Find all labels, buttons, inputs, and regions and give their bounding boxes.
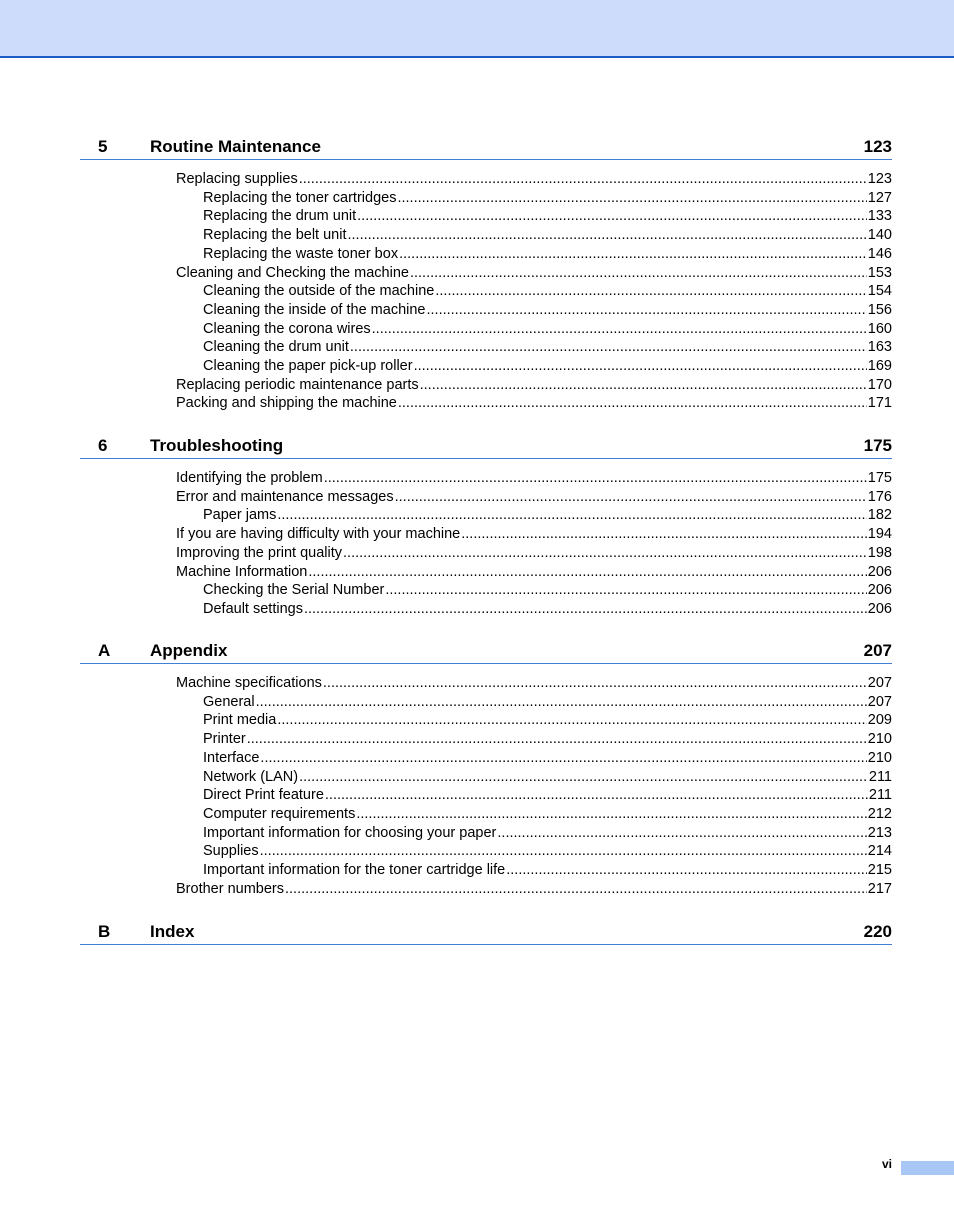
chapter-page: 175 — [863, 436, 892, 455]
chapter-number: 6 — [98, 436, 108, 455]
dot-leader — [247, 730, 867, 749]
entry-label: Packing and shipping the machine — [176, 395, 397, 412]
dot-leader — [356, 805, 866, 824]
dot-leader — [277, 506, 866, 525]
entry-page: 176 — [867, 488, 892, 505]
toc-subentry[interactable] — [203, 861, 892, 880]
dot-leader — [506, 861, 867, 880]
toc-subentry[interactable] — [203, 282, 892, 301]
entry-page: 217 — [867, 880, 892, 897]
dot-leader — [304, 600, 867, 619]
header-band — [0, 0, 954, 58]
toc-subentry[interactable] — [203, 842, 892, 861]
toc-entry[interactable] — [176, 376, 892, 395]
entry-label: Replacing periodic maintenance parts — [176, 376, 419, 393]
entry-label: Paper jams — [203, 507, 277, 524]
dot-leader — [385, 581, 866, 600]
dot-leader — [260, 842, 867, 861]
toc-subentry[interactable] — [203, 357, 892, 376]
toc-entry[interactable] — [176, 674, 892, 693]
toc-subentry[interactable] — [203, 805, 892, 824]
entry-page: 206 — [867, 563, 892, 580]
toc-subentry[interactable] — [203, 338, 892, 357]
dot-leader — [277, 711, 866, 730]
dot-leader — [461, 525, 867, 544]
entry-page: 127 — [867, 189, 892, 206]
page-tab — [901, 1161, 954, 1175]
entry-page: 163 — [867, 339, 892, 356]
entry-label: Replacing the toner cartridges — [203, 189, 397, 206]
chapter-heading[interactable] — [80, 922, 892, 945]
entry-page: 209 — [867, 712, 892, 729]
entry-label: Checking the Serial Number — [203, 582, 385, 599]
toc-subentry[interactable] — [203, 506, 892, 525]
entry-label: Identifying the problem — [176, 470, 323, 486]
entry-label: Supplies — [203, 843, 259, 860]
dot-leader — [350, 338, 867, 357]
entry-label: Replacing the drum unit — [203, 208, 357, 225]
chapter-heading[interactable] — [80, 436, 892, 459]
entry-label: General — [203, 693, 255, 710]
toc-entry[interactable] — [176, 264, 892, 283]
toc-subentry[interactable] — [203, 730, 892, 749]
toc-subentry[interactable] — [203, 226, 892, 245]
toc-subentry[interactable] — [203, 320, 892, 339]
entry-label: Network (LAN) — [203, 768, 299, 785]
chapter-page: 123 — [863, 137, 892, 156]
entry-label: Improving the print quality — [176, 544, 343, 561]
dot-leader — [285, 880, 867, 899]
chapter-heading[interactable] — [80, 137, 892, 160]
entry-page: 153 — [867, 264, 892, 281]
dot-leader — [410, 264, 867, 283]
entry-label: Cleaning the inside of the machine — [203, 301, 426, 318]
entry-page: 123 — [867, 171, 892, 187]
entry-page: 146 — [867, 245, 892, 262]
toc-subentry[interactable] — [203, 245, 892, 264]
entry-label: Computer requirements — [203, 805, 356, 822]
entry-label: Default settings — [203, 600, 303, 617]
toc-entry[interactable] — [176, 563, 892, 582]
dot-leader — [299, 768, 868, 787]
entry-page: 182 — [867, 507, 892, 524]
entry-label: Brother numbers — [176, 880, 284, 897]
dot-leader — [323, 674, 867, 693]
dot-leader — [420, 376, 867, 395]
dot-leader — [398, 394, 867, 413]
entry-page: 215 — [867, 862, 892, 878]
entry-page: 156 — [867, 301, 892, 318]
toc-subentry[interactable] — [203, 749, 892, 768]
dot-leader — [325, 786, 868, 805]
entry-label: Direct Print feature — [203, 787, 324, 804]
entry-page: 206 — [867, 600, 892, 617]
entry-page: 214 — [867, 843, 892, 860]
entry-label: Cleaning the drum unit — [203, 339, 349, 356]
toc-subentry[interactable] — [203, 824, 892, 843]
entry-page: 210 — [867, 731, 892, 748]
entry-label: Interface — [203, 749, 260, 766]
dot-leader — [308, 563, 866, 582]
toc-entry[interactable] — [176, 170, 892, 189]
toc-subentry[interactable] — [203, 693, 892, 712]
toc-entry[interactable] — [176, 525, 892, 544]
toc-subentry[interactable] — [203, 581, 892, 600]
entry-label: Print media — [203, 712, 277, 729]
entry-page: 160 — [867, 320, 892, 337]
entry-label: If you are having difficulty with your machine — [176, 526, 461, 543]
entry-label: Cleaning the paper pick-up roller — [203, 358, 413, 374]
entry-page: 140 — [867, 227, 892, 244]
dot-leader — [343, 544, 867, 563]
dot-leader — [357, 207, 867, 226]
entry-label: Machine specifications — [176, 675, 322, 691]
entry-label: Important information for choosing your paper — [203, 824, 497, 841]
toc-entry[interactable] — [176, 488, 892, 507]
entry-label: Important information for the toner cartridge life — [203, 862, 506, 878]
toc-entry[interactable] — [176, 469, 892, 488]
dot-leader — [260, 749, 866, 768]
chapter-heading[interactable] — [80, 641, 892, 664]
dot-leader — [299, 170, 867, 189]
dot-leader — [256, 693, 867, 712]
dot-leader — [414, 357, 867, 376]
dot-leader — [348, 226, 867, 245]
dot-leader — [426, 301, 866, 320]
chapter-number: 5 — [98, 137, 108, 156]
entry-page: 170 — [867, 376, 892, 393]
entry-label: Cleaning the outside of the machine — [203, 283, 435, 300]
toc-subentry[interactable] — [203, 189, 892, 208]
entry-page: 169 — [867, 358, 892, 374]
dot-leader — [399, 245, 867, 264]
dot-leader — [435, 282, 866, 301]
chapter-title: Routine Maintenance — [150, 137, 321, 156]
toc-entry[interactable] — [176, 544, 892, 563]
chapter-title: Appendix — [150, 641, 228, 660]
toc-subentry[interactable] — [203, 207, 892, 226]
entry-page: 154 — [867, 283, 892, 300]
dot-leader — [497, 824, 866, 843]
entry-label: Replacing the belt unit — [203, 227, 347, 244]
entry-label: Cleaning the corona wires — [203, 320, 371, 337]
entry-label: Error and maintenance messages — [176, 488, 394, 505]
entry-page: 194 — [867, 526, 892, 543]
entry-page: 207 — [867, 693, 892, 710]
chapter-title: Troubleshooting — [150, 436, 284, 455]
entry-label: Printer — [203, 731, 246, 748]
chapter-number: B — [98, 922, 111, 941]
entry-label: Cleaning and Checking the machine — [176, 264, 409, 281]
entry-page: 133 — [867, 208, 892, 225]
toc-subentry[interactable] — [203, 301, 892, 320]
entry-label: Machine Information — [176, 563, 308, 580]
entry-page: 198 — [867, 544, 892, 561]
entry-page: 171 — [867, 395, 892, 412]
entry-page: 213 — [867, 824, 892, 841]
entry-label: Replacing supplies — [176, 171, 298, 187]
entry-page: 211 — [868, 787, 892, 804]
entry-page: 212 — [867, 805, 892, 822]
entry-page: 210 — [867, 749, 892, 766]
toc-entry[interactable] — [176, 880, 892, 899]
toc-entry[interactable] — [176, 394, 892, 413]
toc-subentry[interactable] — [203, 786, 892, 805]
toc-subentry[interactable] — [203, 600, 892, 619]
dot-leader — [372, 320, 867, 339]
entry-page: 211 — [868, 768, 892, 785]
chapter-page: 207 — [863, 641, 892, 660]
dot-leader — [324, 469, 867, 488]
chapter-page: 220 — [863, 922, 892, 941]
entry-page: 207 — [867, 675, 892, 691]
toc-subentry[interactable] — [203, 768, 892, 787]
dot-leader — [397, 189, 866, 208]
entry-page: 175 — [867, 470, 892, 486]
chapter-number: A — [98, 641, 111, 660]
page-number: vi — [881, 1157, 892, 1171]
entry-page: 206 — [867, 582, 892, 599]
toc-subentry[interactable] — [203, 711, 892, 730]
entry-label: Replacing the waste toner box — [203, 245, 399, 262]
chapter-title: Index — [150, 922, 195, 941]
dot-leader — [395, 488, 867, 507]
